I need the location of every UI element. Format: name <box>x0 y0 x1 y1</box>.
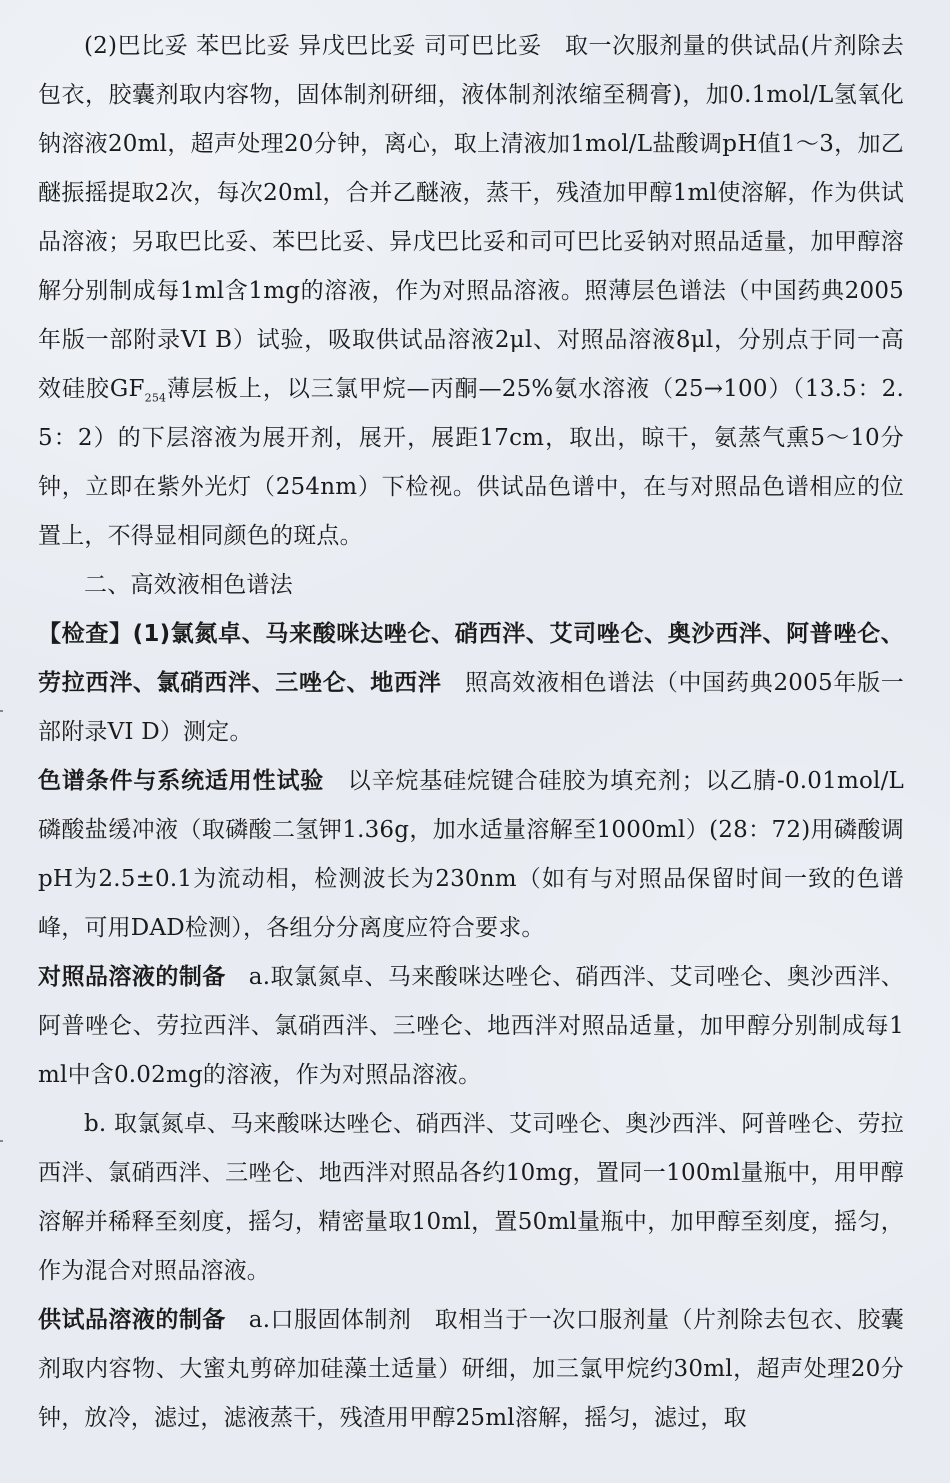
mixed-reference-solution-text: b. 取氯氮卓、马来酸咪达唑仑、硝西泮、艾司唑仑、奥沙西泮、阿普唑仑、劳拉西泮、氯硝西泮、三唑仑、地西泮对照品各约10mg，置同一100ml量瓶中，用甲醇溶解并稀释至刻度，摇匀，精密量取10ml，置50ml量瓶中，加甲醇至刻度，摇匀，作为混合对照品溶液。 <box>38 1111 904 1284</box>
paragraph-mixed-reference-solution <box>38 1100 904 1296</box>
paragraph-tlc-barbiturates <box>38 22 904 561</box>
section-heading-hplc: 二、高效液相色谱法 <box>84 572 293 598</box>
paragraph-reference-solution <box>38 953 904 1100</box>
test-solution-term: 供试品溶液的制备 <box>38 1307 226 1333</box>
tlc-procedure-text-continued: 薄层板上，以三氯甲烷—丙酮—25%氨水溶液（25→100）（13.5：2.5：2）的下层溶液为展开剂，展开，展距17cm，取出，晾干，氨蒸气熏5～10分钟，立即在紫外光灯（254nm）下检视。供试品色谱中，在与对照品色谱相应的位置上，不得显相同颜色的斑点。 <box>38 376 904 549</box>
test-solution-text: a.口服固体制剂 取相当于一次口服剂量（片剂除去包衣、胶囊剂取内容物、大蜜丸剪碎加硅藻土适量）研细，加三氯甲烷约30ml，超声处理20分钟，放冷，滤过，滤液蒸干，残渣用甲醇25ml溶解，摇匀，滤过，取 <box>38 1307 904 1431</box>
chromatographic-conditions-term: 色谱条件与系统适用性试验 <box>38 768 325 794</box>
check-method-text: 照高效液相色谱法（中国药典2005年版一部附录VI D）测定。 <box>38 670 904 745</box>
paragraph-chromatographic-conditions <box>38 757 904 953</box>
check-drug-list: 【检查】(1)氯氮卓、马来酸咪达唑仑、硝西泮、艾司唑仑、奥沙西泮、阿普唑仑、劳拉西泮、氯硝西泮、三唑仑、地西泮 <box>38 621 904 696</box>
reference-solution-text: a.取氯氮卓、马来酸咪达唑仑、硝西泮、艾司唑仑、奥沙西泮、阿普唑仑、劳拉西泮、氯硝西泮、三唑仑、地西泮对照品适量，加甲醇分别制成每1ml中含0.02mg的溶液，作为对照品溶液。 <box>38 964 904 1088</box>
tlc-procedure-text: 取一次服剂量的供试品(片剂除去包衣，胶囊剂取内容物，固体制剂研细，液体制剂浓缩至稠膏)，加0.1mol/L氢氧化钠溶液20ml，超声处理20分钟，离心，取上清液加1mol/L盐酸调pH值1～3，加乙醚振摇提取2次，每次20ml，合并乙醚液，蒸干，残渣加甲醇1ml使溶解，作为供试品溶液；另取巴比妥、苯巴比妥、异戊巴比妥和司可巴比妥钠对照品适量，加甲醇溶解分别制成每1ml含1mg的溶液，作为对照品溶液。照薄层色谱法（中国药典2005年版一部附录VI B）试验，吸取供试品溶液2μl、对照品溶液8μl，分别点于同一高效硅胶GF <box>38 33 904 402</box>
paragraph-check-benzodiazepines <box>38 610 904 757</box>
paragraph-test-solution <box>38 1296 904 1443</box>
reference-solution-term: 对照品溶液的制备 <box>38 964 226 990</box>
scan-mark <box>0 1140 3 1142</box>
scan-mark <box>0 710 3 712</box>
chromatographic-conditions-text: 以辛烷基硅烷键合硅胶为填充剂；以乙腈-0.01mol/L磷酸盐缓冲液（取磷酸二氢钾1.36g，加水适量溶解至1000ml）(28：72)用磷酸调pH为2.5±0.1为流动相，检测波长为230nm（如有与对照品保留时间一致的色谱峰，可用DAD检测），各组分分离度应符合要求。 <box>38 768 904 941</box>
subscript-254: 254 <box>144 391 167 405</box>
drug-list-barbiturates: (2)巴比妥 苯巴比妥 异戊巴比妥 司可巴比妥 <box>84 33 542 59</box>
